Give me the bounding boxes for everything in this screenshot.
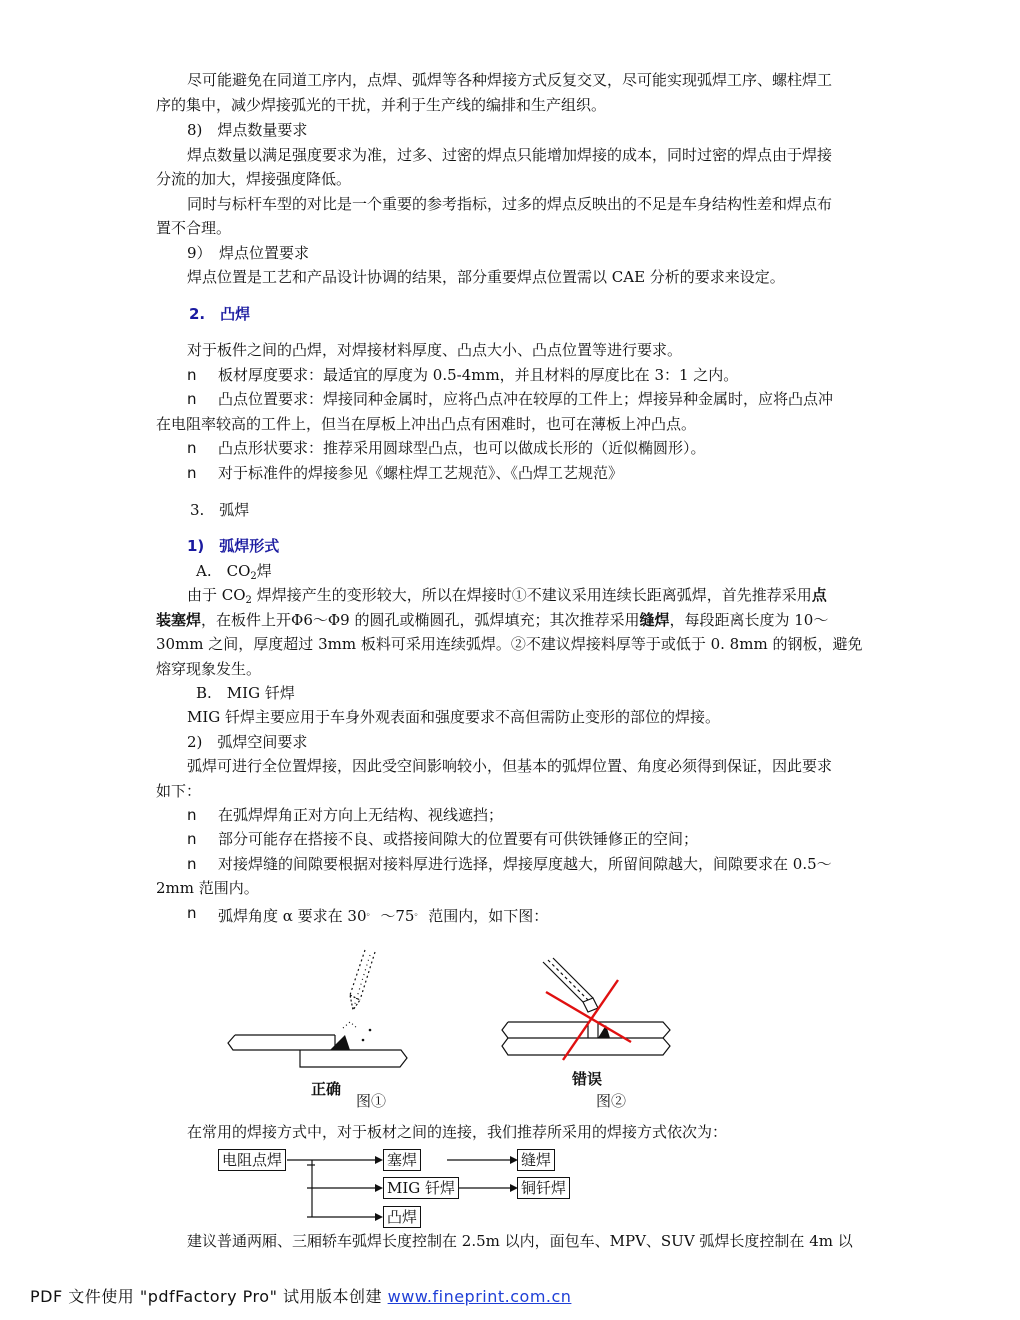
paragraph-line: MIG 钎焊主要应用于车身外观表面和强度要求不高但需防止变形的部位的焊接。: [187, 708, 721, 726]
paragraph-line: 由于 $CO_2$ 焊焊接产生的变形较大，所以在焊接时①不建议采用连续长距离弧焊，首先推荐采用点: [187, 586, 827, 606]
bullet-item: 部分可能存在搭接不良、或搭接间隙大的位置要有可供铁锤修正的空间；: [218, 830, 699, 848]
bullet-icon: n: [187, 904, 197, 922]
paragraph-line: 序的集中，减少焊接弧光的干扰，并利于生产线的编排和生产组织。: [156, 96, 607, 114]
bullet-item: 凸点形状要求：推荐采用圆球型凸点，也可以做成长形的（近似椭圆形）。: [218, 439, 706, 457]
arrow-head: [375, 1184, 383, 1192]
paragraph-line: 在电阻率较高的工件上，但当在厚板上冲出凸点有困难时，也可在薄板上冲凸点。: [156, 415, 697, 433]
footer-text: PDF 文件使用 "pdfFactory Pro" 试用版本创建: [30, 1287, 388, 1306]
bullet-item: 对于标准件的焊接参见《螺柱焊工艺规范》、《凸焊工艺规范》: [218, 464, 624, 482]
section-heading-arc-welding: 3. 弧焊: [190, 501, 250, 519]
bullet-icon: n: [187, 439, 197, 457]
paragraph-line: 装塞焊，在板件上开Φ6～Φ9 的圆孔或椭圆孔，弧焊填充；其次推荐采用缝焊，每段距离长度为 10～: [156, 611, 829, 629]
bullet-item: 凸点位置要求：焊接同种金属时，应将凸点冲在较厚的工件上；焊接异种金属时，应将凸点冲: [218, 390, 834, 408]
subsection-mig: B. MIG 钎焊: [196, 684, 295, 702]
bullet-item: 弧焊角度 α 要求在 30。 ～75。 范围内，如下图：: [218, 907, 549, 925]
subsection-heading-arc-forms: 1) 弧焊形式: [187, 537, 280, 555]
bullet-icon: n: [187, 855, 197, 873]
flow-node-mig-braze: MIG 钎焊: [383, 1177, 459, 1199]
paragraph-line: 分流的加大，焊接强度降低。: [156, 170, 352, 188]
flow-node-copper-braze: 铜钎焊: [517, 1177, 570, 1199]
figure-correct-label: 正确: [311, 1080, 342, 1098]
flow-node-plug-weld: 塞焊: [383, 1149, 421, 1171]
paragraph-line: 弧焊可进行全位置焊接，因此受空间影响较小，但基本的弧焊位置、角度必须得到保证，因此要求: [187, 757, 833, 775]
paragraph-line: 建议普通两厢、三厢轿车弧焊长度控制在 2.5m 以内，面包车、MPV、SUV 弧焊长度控制在 4m 以: [187, 1232, 853, 1250]
flow-node-resistance-spot: 电阻点焊: [218, 1149, 286, 1171]
figure-caption: 图②: [596, 1092, 627, 1110]
cross-mark-line: [563, 980, 618, 1060]
paragraph-line: 30mm 之间，厚度超过 3mm 板料可采用连续弧焊。②不建议焊接料厚等于或低于 0. 8mm 的钢板，避免: [156, 635, 863, 653]
figure-wrong-label: 错误: [572, 1070, 603, 1088]
paragraph-line: 焊点数量以满足强度要求为准，过多、过密的焊点只能增加焊接的成本，同时过密的焊点由于焊接: [187, 146, 833, 164]
subsection-heading-space: 2) 弧焊空间要求: [187, 733, 308, 751]
bullet-icon: n: [187, 464, 197, 482]
pdf-footer: [30, 1284, 571, 1307]
paragraph-line: 如下：: [156, 782, 202, 800]
flow-node-projection-weld: 凸焊: [383, 1206, 421, 1228]
paragraph-line: 焊点位置是工艺和产品设计协调的结果，部分重要焊点位置需以 CAE 分析的要求来设定。: [187, 268, 785, 286]
paragraph-line: 2mm 范围内。: [156, 879, 259, 897]
bullet-icon: n: [187, 366, 197, 384]
weld-bead: [330, 1035, 350, 1050]
figure-correct-diagram: [225, 940, 415, 1070]
arrow-head: [375, 1213, 383, 1221]
paragraph-line: 熔穿现象发生。: [156, 660, 262, 678]
bullet-item: 对接焊缝的间隙要根据对接料厚进行选择，焊接厚度越大，所留间隙越大，间隙要求在 0.5～: [218, 855, 832, 873]
paragraph-line: 置不合理。: [156, 219, 232, 237]
paragraph-line: 对于板件之间的凸焊，对焊接材料厚度、凸点大小、凸点位置等进行要求。: [187, 341, 683, 359]
section-heading-projection-welding: 2. 凸焊: [189, 305, 251, 323]
paragraph-line: 同时与标杆车型的对比是一个重要的参考指标，过多的焊点反映出的不足是车身结构性差和焊点布: [187, 195, 833, 213]
bullet-icon: n: [187, 806, 197, 824]
footer-link[interactable]: www.fineprint.com.cn: [387, 1287, 572, 1306]
figure-caption: 图①: [356, 1092, 387, 1110]
section-heading-9: 9） 焊点位置要求: [187, 244, 310, 262]
bullet-icon: n: [187, 830, 197, 848]
paragraph-line: 在常用的焊接方式中，对于板材之间的连接，我们推荐所采用的焊接方式依次为：: [187, 1123, 728, 1141]
section-heading-8: 8) 焊点数量要求: [187, 121, 308, 139]
paragraph-line: 尽可能避免在同道工序内，点焊、弧焊等各种焊接方式反复交叉，尽可能实现弧焊工序、螺柱焊工: [187, 71, 833, 89]
figure-wrong-diagram: [498, 950, 678, 1065]
bullet-item: 在弧焊焊角正对方向上无结构、视线遮挡；: [218, 806, 504, 824]
bullet-item: 板材厚度要求：最适宜的厚度为 0.5-4mm，并且材料的厚度比在 3：1 之内。: [218, 366, 739, 384]
bullet-icon: n: [187, 390, 197, 408]
subsection-co2: A. $CO_2$焊: [196, 562, 272, 582]
flow-node-seam-weld: 缝焊: [517, 1149, 555, 1171]
arrow-head: [375, 1156, 383, 1164]
